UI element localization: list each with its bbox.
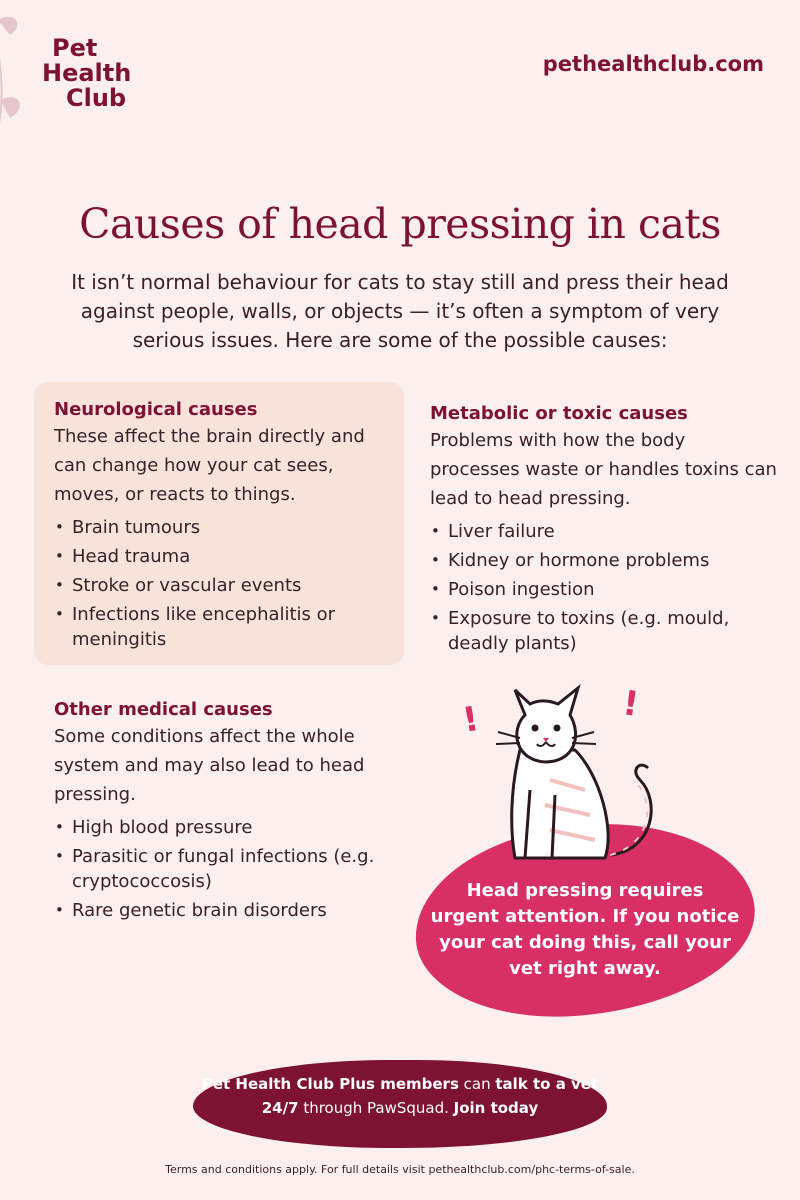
list-item: • Parasitic or fungal infections (e.g. cryptococcosis) (54, 844, 384, 894)
exclamation-mark-icon: ! (620, 683, 642, 725)
metabolic-causes-section (430, 402, 780, 660)
list-item: • Liver failure (430, 519, 780, 544)
causes-list (54, 815, 384, 923)
other-medical-causes-section (54, 698, 384, 927)
list-item: • Stroke or vascular events (54, 573, 394, 598)
intro-text: It isn’t normal behaviour for cats to stay still and press their head against people, walls, or objects — it’s often a symptom of very serious issues. Here are some of the possible causes: (71, 270, 729, 352)
logo-line-3: Club (66, 84, 127, 112)
logo-line-2: Health (42, 59, 132, 87)
section-description: These affect the brain directly and can change how your cat sees, moves, or reacts to things. (54, 426, 365, 505)
terms-footer: Terms and conditions apply. For full details visit pethealthclub.com/phc-terms-of-sale. (165, 1163, 635, 1176)
section-title: Metabolic or toxic causes (430, 403, 688, 424)
list-item: • Kidney or hormone problems (430, 548, 780, 573)
exclamation-mark-icon: ! (459, 698, 482, 742)
list-item: • Head trauma (54, 544, 394, 569)
section-description: Problems with how the body processes waste or handles toxins can lead to head pressing. (430, 430, 777, 509)
list-item: • Poison ingestion (430, 577, 780, 602)
brand-logo[interactable] (40, 36, 131, 111)
cat-illustration (490, 680, 680, 870)
section-description: Some conditions affect the whole system and may also lead to head pressing. (54, 726, 365, 805)
section-title: Other medical causes (54, 699, 273, 720)
join-today-link[interactable]: Join today (453, 1099, 539, 1117)
site-url-link[interactable]: pethealthclub.com (542, 52, 764, 76)
logo-line-1: Pet (52, 34, 98, 62)
urgent-alert-text: Head pressing requires urgent attention. If you notice your cat doing this, call your vet right away. (430, 880, 740, 979)
list-item: • Exposure to toxins (e.g. mould, deadly plants) (430, 606, 780, 656)
list-item: • High blood pressure (54, 815, 384, 840)
section-title: Neurological causes (54, 399, 258, 420)
causes-list (54, 515, 394, 652)
leaf-decoration (0, 0, 30, 160)
list-item: • Rare genetic brain disorders (54, 898, 384, 923)
cta-text[interactable] (200, 1072, 600, 1120)
neurological-causes-section (54, 398, 394, 656)
causes-list (430, 519, 780, 656)
cta-vet-text: talk to a vet 24/7 (261, 1075, 599, 1117)
cta-text-part: can (458, 1075, 496, 1093)
list-item: • Infections like encephalitis or meningitis (54, 602, 394, 652)
page-title: Causes of head pressing in cats (79, 200, 721, 248)
cta-text-part: through PawSquad. (298, 1099, 454, 1117)
cta-members-text: Pet Health Club Plus members (201, 1075, 459, 1093)
list-item: • Brain tumours (54, 515, 394, 540)
